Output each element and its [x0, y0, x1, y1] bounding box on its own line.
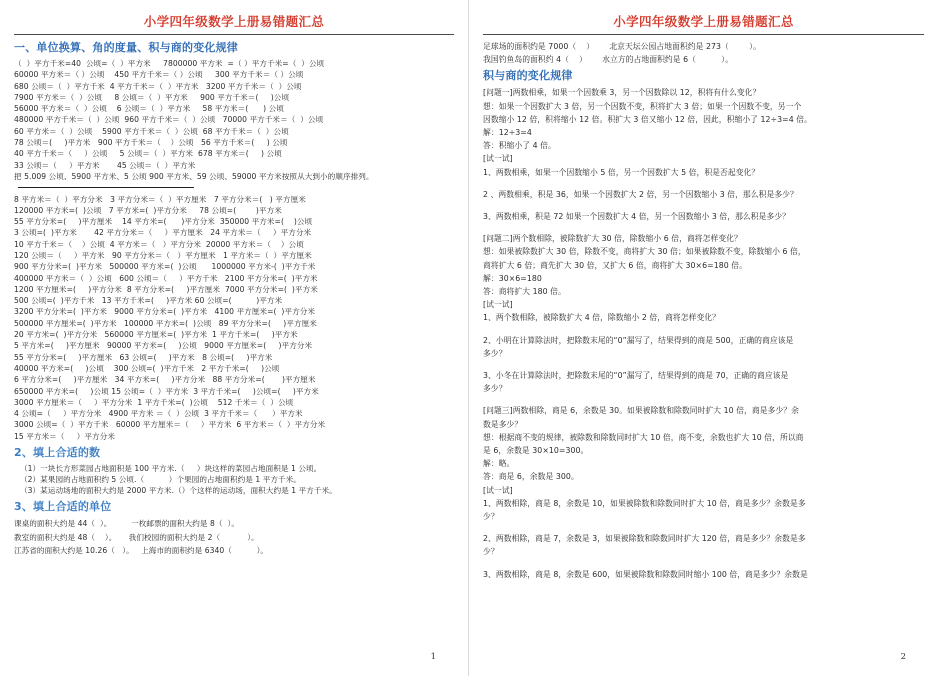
- page-title: 小学四年级数学上册易错题汇总: [143, 14, 325, 29]
- answer-space: [483, 360, 924, 369]
- practice-item-3-1: [483, 497, 924, 523]
- exercise-line: （2）某果园的占地面积约 5 公顷.（ ）个果园的占地面积约是 1 平方千米。: [20, 474, 301, 484]
- exercise-line: 680 公顷＝（ ）平方千米 4 平方千米＝（ ）平方米 3200 平方千米＝（ ）公顷: [14, 81, 302, 91]
- problem-line: 答：积缩小了 4 倍。: [483, 141, 556, 151]
- document-page-2: [469, 0, 938, 676]
- problem-line: 想：如果被除数扩大 30 倍，除数不变，商将扩大 30 倍；如果被除数不变，除数缩小 6 倍，: [483, 247, 806, 257]
- section-heading-product-quotient: 积与商的变化规律: [483, 69, 573, 83]
- practice-item-2-2: [483, 334, 924, 360]
- exercise-line: 3 公顷=( )平方米 42 平方分米＝（ ）平方厘米 24 平方米＝（ ）平方分米: [14, 228, 312, 238]
- problem-line: 少？: [483, 547, 499, 557]
- practice-item-1-3: [483, 210, 924, 223]
- answer-space: [483, 523, 924, 532]
- exercise-line: 7900 平方米＝（ ）公顷 8 公顷＝（ ）平方米 900 平方千米＝( )公顷: [14, 92, 290, 102]
- practice-item-1-2: [483, 188, 924, 201]
- problem-line: 2 、两数相乘，积是 36，如果一个因数扩大 2 倍，另一个因数缩小 3 倍，那么积是多少？: [483, 189, 798, 199]
- problem-line: [试一试]: [483, 300, 513, 310]
- fill-unit-list-continued: [483, 40, 924, 66]
- title-divider: [483, 34, 924, 35]
- problem-line: 是 6，余数是 30×10=300。: [483, 446, 589, 456]
- exercise-line: 900 平方分米=( )平方米 500000 平方米=( )公顷 1000000 平方米-( )平方千米: [14, 262, 316, 272]
- title-divider: [14, 34, 454, 35]
- conversion-exercise-list-2: [14, 194, 454, 443]
- practice-item-2-1: [483, 311, 924, 324]
- problem-line: 1、两个数相除，被除数扩大 4 倍，除数缩小 2 倍，商将怎样变化？: [483, 313, 721, 323]
- problem-line: [试一试]: [483, 485, 513, 495]
- practice-item-3-3: [483, 568, 924, 581]
- sub-heading-fill-number: 2、填上合适的数: [14, 446, 101, 460]
- exercise-line: 4 公顷=（ ）平方分米 4900 平方米 ＝（ ）公顷 3 平方千米＝（ ）平方米: [14, 409, 303, 419]
- problem-line: 2、小明在计算除法时，把除数末尾的“0”漏写了，结果得到的商是 500，正确的商应该是: [483, 335, 794, 345]
- problem-line: 答：商将扩大 180 倍。: [483, 286, 566, 296]
- exercise-line: （ ）平方千米=40 公顷=（ ）平方米 7800000 平方米 =（ ）平方千米=（ ）公顷: [14, 58, 325, 68]
- answer-space: [483, 179, 924, 188]
- ordering-task: [14, 171, 454, 194]
- exercise-line: 教室的面积大约是 48（ ）。 我们校园的面积大约是 2（ ）。: [14, 532, 259, 542]
- exercise-line: 40 平方千米＝（ ）公顷 5 公顷＝（ ）平方米 678 平方米＝( ) 公顷: [14, 149, 282, 159]
- answer-space: [483, 223, 924, 232]
- problem-line: 商将扩大 6 倍；商先扩大 30 倍，又扩大 6 倍，商将扩大 30×6=180 倍。: [483, 260, 747, 270]
- exercise-line: 3000 公顷=（ ）平方千米 60000 平方厘米＝（ ）平方米 6 平方米＝（ ）平方分米: [14, 420, 326, 430]
- fill-unit-list: [14, 517, 454, 558]
- problem-line: [问题三]两数相除，商是 6，余数是 30。如果被除数和除数同时扩大 10 倍，商是多少？余: [483, 406, 799, 416]
- problem-line: 解：略。: [483, 459, 515, 469]
- section-heading-unit-conversion: 一、单位换算、角的度量、积与商的变化规律: [14, 41, 238, 54]
- page-number: 2: [900, 652, 906, 662]
- problem-line: 想：根据商不变的规律，被除数和除数同时扩大 10 倍，商不变，余数也扩大 10 倍，所以商: [483, 432, 804, 442]
- problem-line: 数是多少？: [483, 419, 523, 429]
- problem-line: 因数缩小 12 倍，积将缩小 12 倍。积扩大 3 倍又缩小 12 倍，因此，积缩小了 12÷3=4 倍。: [483, 114, 812, 124]
- exercise-line: 课桌的面积大约是 44（ ）。 一枚邮票的面积大约是 8（ ）。: [14, 518, 239, 528]
- problem-line: 多少？: [483, 384, 507, 394]
- exercise-line: 120000 平方米=( )公顷 7 平方米=( )平方分米 78 公顷=( )平方米: [14, 205, 282, 215]
- exercise-line: 我国钓鱼岛的面积约 4（ ） 水立方的占地面积约是 6（ ）。: [483, 55, 734, 65]
- problem-line: [问题二]两个数相除，被除数扩大 30 倍，除数缩小 6 倍，商将怎样变化？: [483, 234, 742, 244]
- problem-block-3: [483, 404, 924, 496]
- problem-line: 少？: [483, 512, 499, 522]
- problem-line: 解：30×6=180: [483, 273, 542, 283]
- fill-number-list: [14, 463, 454, 497]
- problem-line: 解：12÷3=4: [483, 127, 532, 137]
- problem-line: [试一试]: [483, 154, 513, 164]
- problem-line: 想：如果一个因数扩大 3 倍，另一个因数不变，积将扩大 3 倍；如果一个因数不变，另一个: [483, 101, 802, 111]
- answer-space: [483, 325, 924, 334]
- problem-line: 1、两数相乘，如果一个因数缩小 5 倍，另一个因数扩大 5 倍，积是否起变化？: [483, 167, 760, 177]
- exercise-line: 10 平方千米＝（ ）公顷 4 平方米＝（ ）平方分米 20000 平方米＝（ ）公顷: [14, 239, 304, 249]
- exercise-line: （1）一块长方形菜园占地面积是 100 平方米.（ ）块这样的菜园占地面积是 1 公顷。: [20, 463, 322, 473]
- exercise-line: 33 公顷＝（ ）平方米 45 公顷＝（ ）平方米: [14, 160, 196, 170]
- problem-line: 3、小冬在计算除法时，把除数末尾的“0”漏写了，结果得到的商是 70，正确的商应该是: [483, 371, 789, 380]
- exercise-line: 120 公顷＝（ ）平方米 90 平方分米＝（ ）平方厘米 1 平方米＝（ ）平方厘米: [14, 250, 312, 260]
- exercise-line: 500000 平方厘米=( )平方米 100000 平方米=( )公顷 89 平方分米=( )平方厘米: [14, 318, 317, 328]
- problem-line: [问题一]两数相乘，如果一个因数乘 3，另一个因数除以 12，积将有什么变化？: [483, 88, 761, 98]
- problem-line: 多少？: [483, 348, 507, 358]
- exercise-line: （3）某运动场地的面积大约是 2000 平方米.（）个这样的运动场，面积大约是 1 平方千米。: [20, 486, 337, 496]
- exercise-line: 650000 平方米=( )公顷 15 公顷=（ ）平方米 3 平方千米=( )公顷=( )平方米: [14, 386, 319, 396]
- exercise-line: 20 平方米=( )平方分米 560000 平方厘米=( )平方米 1 平方千米=( )平方米: [14, 330, 298, 340]
- exercise-line: 15 平方米＝（ ）平方分米: [14, 431, 115, 441]
- problem-line: 2、两数相除，商是 7，余数是 3，如果被除数和除数同时扩大 120 倍，商是多少？余数是多: [483, 534, 806, 544]
- exercise-line: 足球场的面积约是 7000（ ） 北京天坛公园占地面积约是 273（ ）。: [483, 42, 761, 51]
- exercise-line: 60 平方米＝（ ）公顷 5900 平方千米＝（ ）公顷 68 平方千米＝（ ）公顷: [14, 126, 289, 136]
- problem-line: 3、两数相乘，积是 72 如果一个因数扩大 4 倍，另一个因数缩小 3 倍，那么积是多少？: [483, 211, 791, 221]
- conversion-exercise-list-1: [14, 58, 454, 171]
- exercise-line: 55 平方分米=( )平方厘米 14 平方米=( )平方分米 350000 平方米=( )公顷: [14, 217, 313, 227]
- exercise-line: 1200 平方厘米=( )平方分米 8 平方分米=( )平方厘米 7000 平方分米=( )平方米: [14, 284, 318, 294]
- exercise-line: 8 平方米＝（ ）平方分米 3 平方分米＝（ ）平方厘米 7 平方分米＝( ) 平方厘米: [14, 194, 306, 204]
- exercise-line: 5 平方米=( )平方厘米 90000 平方米=( )公顷 9000 平方厘米=( )平方分米: [14, 341, 313, 351]
- problem-block-2: [483, 232, 924, 311]
- exercise-line: 500 公顷=( )平方千米 13 平方千米=( )平方米 60 公顷=( )平方米: [14, 296, 283, 306]
- exercise-line: 6 平方分米=( )平方厘米 34 平方米=( )平方分米 88 平方分米=( )平方厘米: [14, 375, 316, 385]
- problem-line: 3、两数相除，商是 8，余数是 600，如果被除数和除数同时缩小 100 倍，商是多少？余数是: [483, 569, 808, 579]
- answer-space: [483, 559, 924, 568]
- exercise-line: 55 平方分米=( )平方厘米 63 公顷=( )平方米 8 公顷=( )平方米: [14, 352, 273, 362]
- answer-space: [483, 395, 924, 404]
- exercise-line: 3000 平方厘米＝（ ）平方分米 1 平方千米=( )公顷 512 千米＝（ ）公顷: [14, 397, 294, 407]
- exercise-line: 3200 平方分米=( )平方米 9000 平方分米=( )平方米 4100 平方厘米=( )平方分米: [14, 307, 316, 317]
- exercise-line: 40000 平方米=( )公顷 300 公顷=( )平方千米 2 平方千米=( )公顷: [14, 363, 280, 373]
- practice-item-2-3: [483, 369, 924, 395]
- ordering-task-text: 把 5.009 公顷、5900 平方米、5 公顷 900 平方米、59 公顷、59000 平方米按照从大到小的顺序排列。: [14, 171, 374, 181]
- exercise-line: 60000 平方米＝（ ）公顷 450 平方千米＝（ ）公顷 300 平方千米＝（ ）公顷: [14, 70, 304, 80]
- answer-space: [483, 201, 924, 210]
- exercise-line: 400000 平方米＝（ ）公顷 600 公顷＝（ ）平方千米 2100 平方分米=( )平方米: [14, 273, 318, 283]
- answer-blank-rule: [18, 187, 194, 188]
- exercise-line: 56000 平方米＝（ ）公顷 6 公顷＝（ ）平方米 58 平方米＝( ) 公顷: [14, 104, 284, 114]
- problem-block-1: [483, 86, 924, 165]
- practice-item-1-1: [483, 166, 924, 179]
- sub-heading-fill-unit: 3、填上合适的单位: [14, 500, 112, 514]
- practice-item-3-2: [483, 532, 924, 558]
- exercise-line: 78 公顷＝( )平方米 900 平方千米＝（ ）公顷 56 平方千米＝( ) 公顷: [14, 138, 288, 148]
- exercise-line: 480000 平方千米＝（ ）公顷 960 平方千米＝（ ）公顷 70000 平方千米＝（ ）公顷: [14, 115, 324, 125]
- problem-line: 答：商是 6，余数是 300。: [483, 472, 579, 482]
- page-number: 1: [430, 652, 436, 662]
- exercise-line: 江苏省的面积大约是 10.26（ ）。 上海市的面积约是 6340（ ）。: [14, 546, 269, 556]
- page-title: 小学四年级数学上册易错题汇总: [613, 14, 794, 29]
- problem-line: 1、两数相除，商是 8，余数是 10，如果被除数和除数同时扩大 10 倍，商是多少？余数是多: [483, 498, 806, 508]
